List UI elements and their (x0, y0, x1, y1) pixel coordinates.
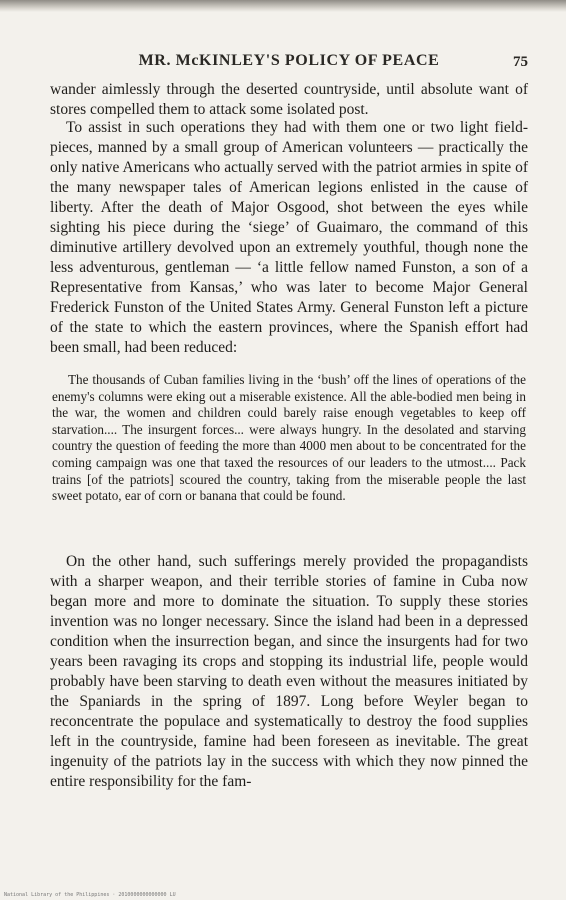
running-head: MR. McKINLEY'S POLICY OF PEACE (138, 52, 440, 69)
page-number: 75 (513, 54, 528, 70)
block-quote: The thousands of Cuban families living in the ‘bush’ off the lines of operations of the enemy's columns were eking out a miserable existence. All the able-bodied men being in the war, the women and children could barely raise enough vegetables to keep off starvation.... The insurgent forces... were always hungry. In the desolated and starving country the question of feeding the more than 4000 men about to be concentrated for the coming campaign was one that taxed the resources of our leaders to the utmost.... Pack trains [of the patriots] scoured the country, taking from the miserable people the last sweet potato, ear of corn or banana that could be found. (52, 372, 526, 504)
page-header (50, 52, 528, 72)
paragraph-continuation: wander aimlessly through the deserted countryside, until absolute want of stores compelled them to attack some isolated post. (50, 81, 528, 118)
paragraph-funston: To assist in such operations they had with them one or two light field-pieces, manned by a small group of American volunteers — practically the only native Americans who actually served with the patriot armies in spite of the many newspaper tales of American legions enlisted in the cause of liberty. After the death of Major Osgood, shot between the eyes while sighting his piece during the ‘siege’ of Guaimaro, the command of this diminutive artillery devolved upon an extremely youthful, though none the less adventurous, gentleman — ‘a little fellow named Funston, a son of a Representative from Kansas,’ who was later to become Major General Frederick Funston of the United States Army. General Funston left a picture of the state to which the eastern provinces, where the Spanish effort had been small, had been reduced: (50, 119, 528, 356)
paragraph-famine: On the other hand, such sufferings merely provided the propagandists with a sharper weapon, and their terrible stories of famine in Cuba now began more and more to dominate the situation. To supply these stories invention was no longer necessary. Since the island had been in a depressed condition when the insurrection began, and since the insurgents had for two years been ravaging its crops and stopping its industrial life, people would probably have been starving to death even without the measures initiated by the Spaniards in the spring of 1897. Long before Weyler began to reconcentrate the populace and systematically to destroy the food supplies left in the countryside, famine had been foreseen as inevitable. The great ingenuity of the patriots lay in the success with which they now pinned the entire responsibility for the fam- (50, 553, 528, 790)
scan-footer: National Library of the Philippines · 2010000000000000 LU (4, 892, 176, 898)
